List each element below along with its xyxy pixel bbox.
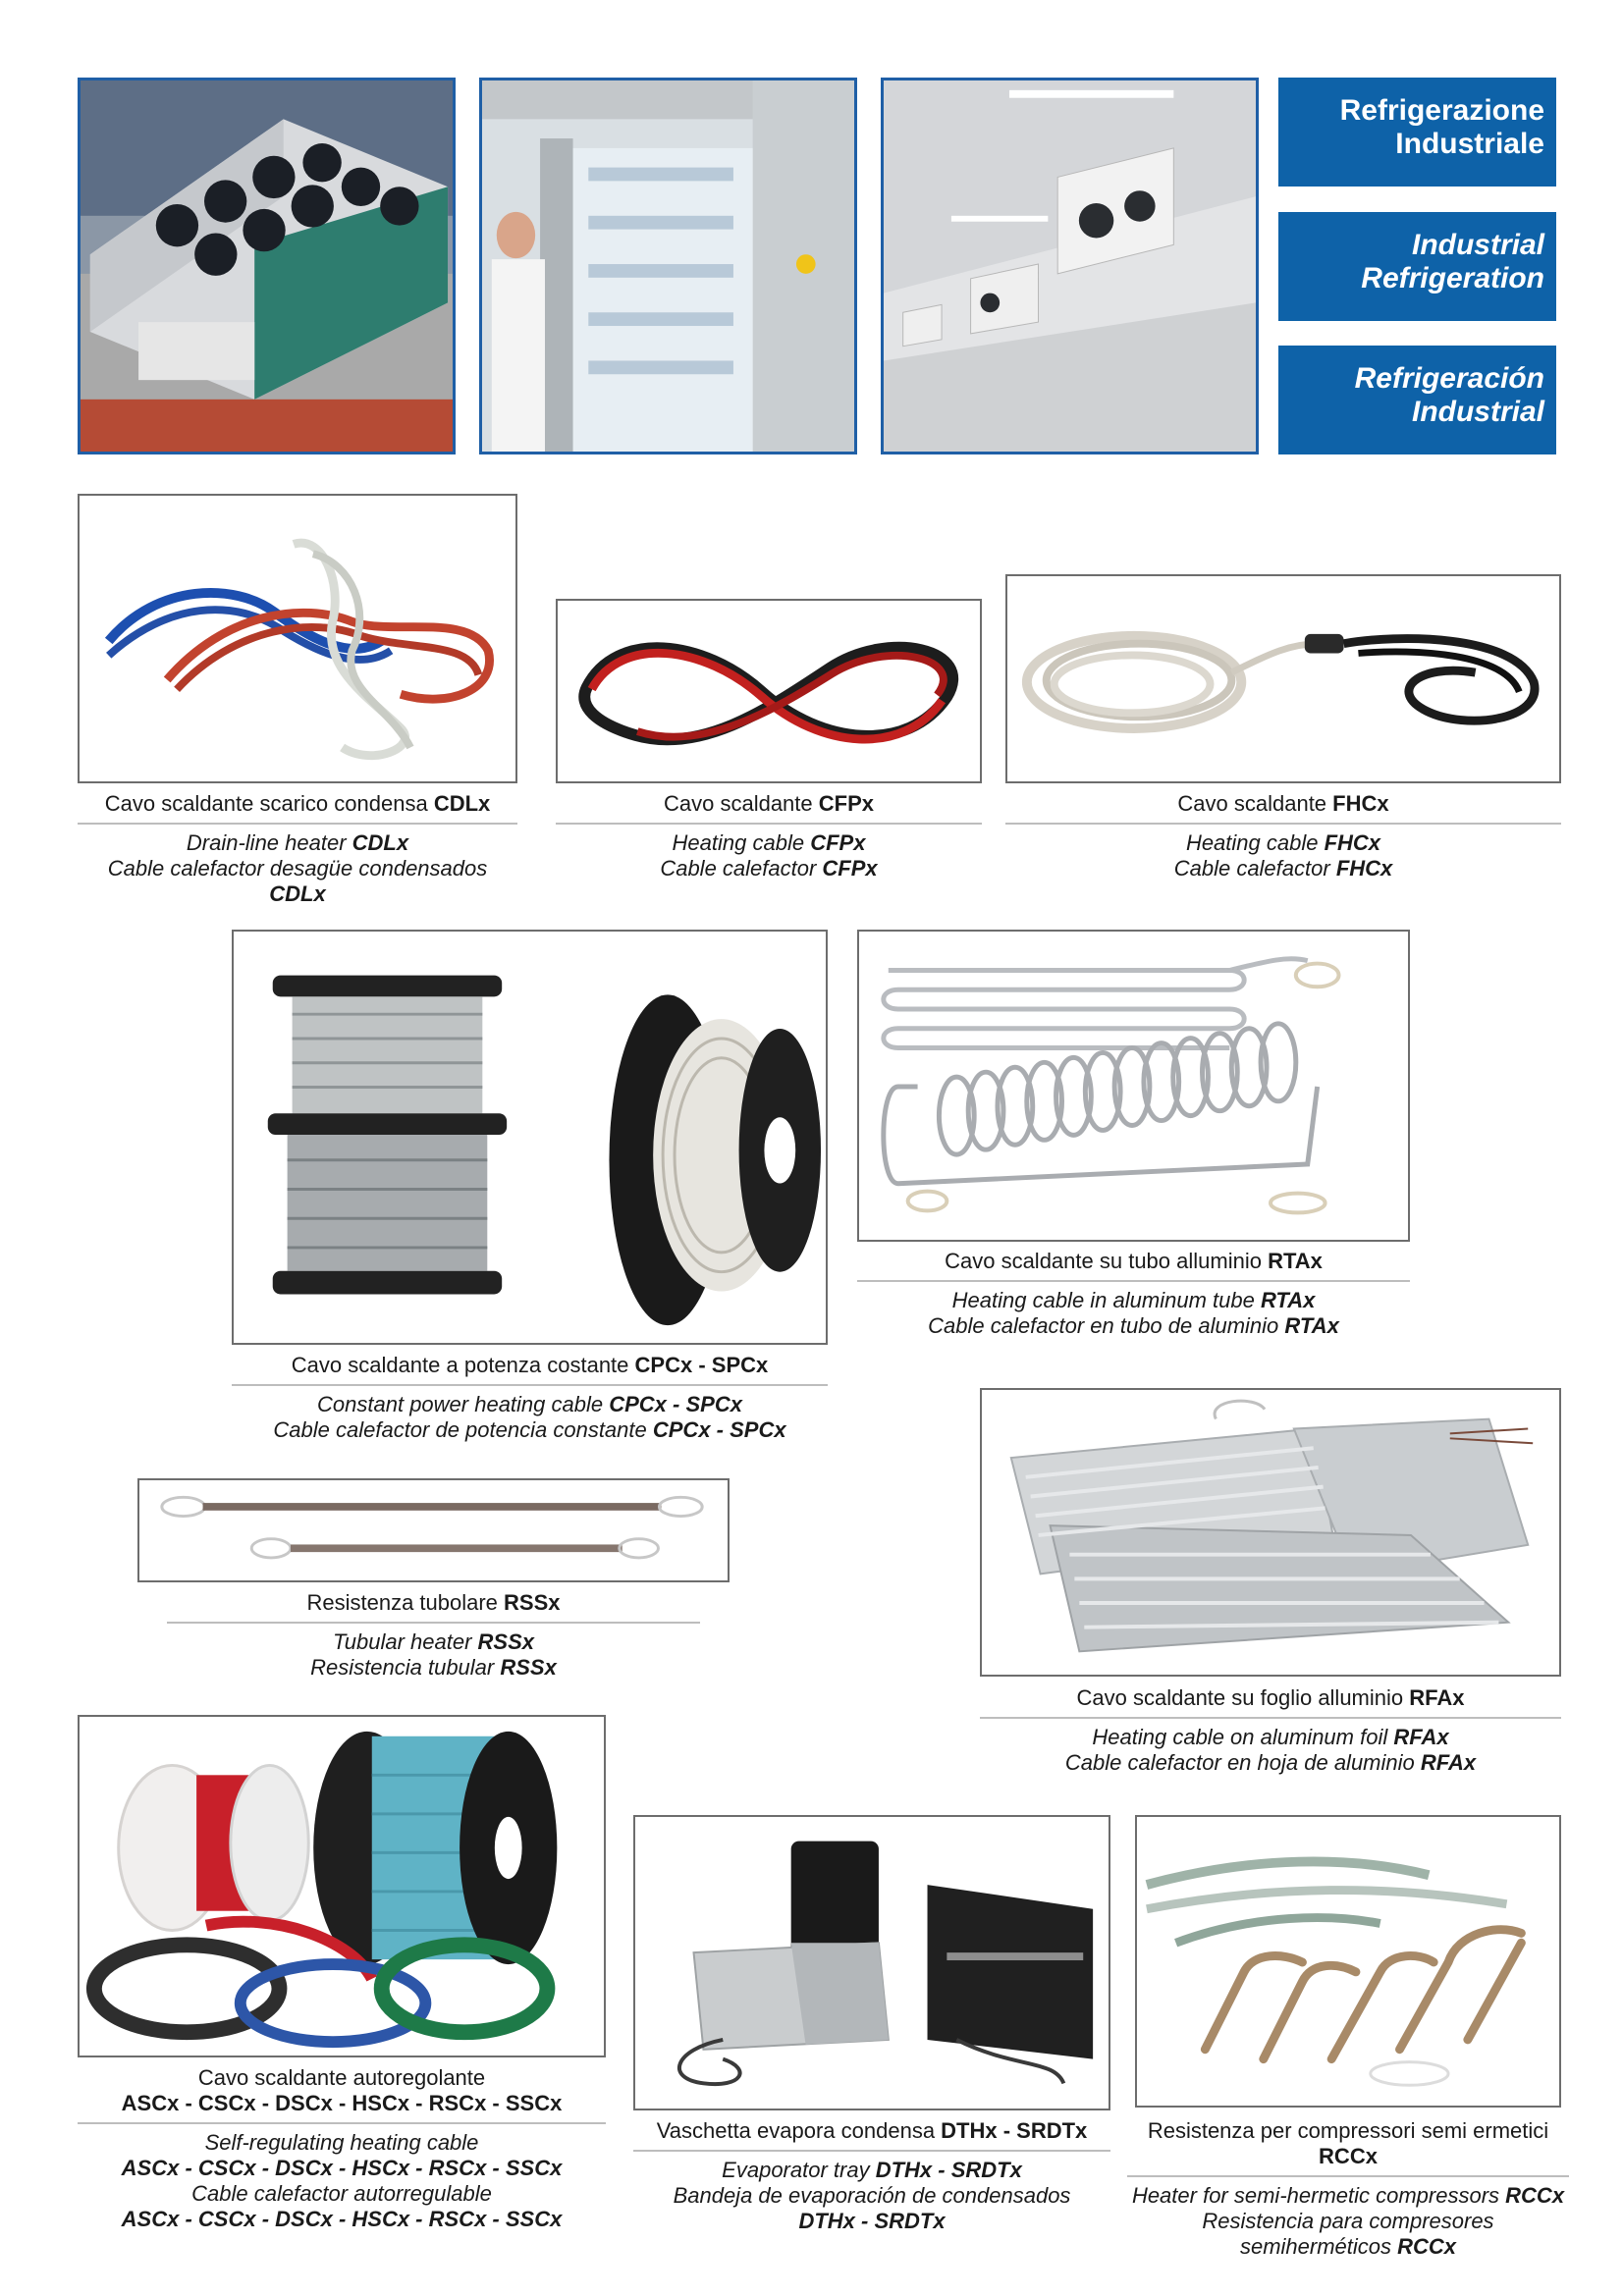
product-photo-fhcx (1005, 574, 1561, 783)
caption-cpcx-spcx-it: Cavo scaldante a potenza costante CPCx - SPCx (232, 1353, 828, 1386)
product-photo-rccx (1135, 1815, 1561, 2108)
caption-self-regulating-es: Cable calefactor autorregulable ASCx - CSCx - DSCx - HSCx - RSCx - SSCx (121, 2181, 563, 2231)
product-photo-rssx (137, 1478, 730, 1582)
caption-rfax-en: Heating cable on aluminum foil RFAx (1092, 1725, 1449, 1749)
caption-self-regulating (78, 2065, 606, 2232)
caption-cdlx (78, 791, 517, 907)
tag-spanish (1278, 346, 1556, 454)
tag-italian-line-2: Industriale (1395, 128, 1544, 160)
caption-evaporator-tray (633, 2118, 1110, 2234)
caption-fhcx-es: Cable calefactor FHCx (1173, 856, 1393, 881)
caption-cpcx-spcx (232, 1353, 828, 1443)
hero-photo-evaporators (881, 78, 1259, 454)
product-photo-cpcx-spcx (232, 930, 828, 1345)
caption-rccx-it: Resistenza per compressori semi ermetici RCCx (1127, 2118, 1569, 2177)
tag-italian (1278, 78, 1556, 187)
caption-cpcx-spcx-en: Constant power heating cable CPCx - SPCx (317, 1392, 742, 1416)
product-photo-cfpx (556, 599, 982, 783)
product-photo-self-regulating (78, 1715, 606, 2057)
caption-self-regulating-en: Self-regulating heating cable ASCx - CSCx - DSCx - HSCx - RSCx - SSCx (121, 2130, 563, 2180)
caption-rssx-en: Tubular heater RSSx (332, 1629, 535, 1654)
tag-english-line-2: Refrigeration (1361, 262, 1544, 294)
product-photo-cdlx (78, 494, 517, 783)
caption-rtax-it: Cavo scaldante su tubo alluminio RTAx (857, 1249, 1410, 1282)
caption-evaporator-tray-en: Evaporator tray DTHx - SRDTx (722, 2158, 1022, 2182)
caption-rccx-en: Heater for semi-hermetic compressors RCCx (1131, 2183, 1565, 2208)
caption-cdlx-en: Drain-line heater CDLx (186, 830, 409, 855)
caption-cfpx-es: Cable calefactor CFPx (660, 856, 878, 881)
caption-rssx (167, 1590, 700, 1681)
caption-rssx-it: Resistenza tubolare RSSx (167, 1590, 700, 1624)
caption-rtax-en: Heating cable in aluminum tube RTAx (951, 1288, 1316, 1312)
caption-fhcx (1005, 791, 1561, 881)
caption-fhcx-it: Cavo scaldante FHCx (1005, 791, 1561, 825)
caption-rtax (857, 1249, 1410, 1339)
caption-rssx-es: Resistencia tubular RSSx (310, 1655, 557, 1680)
hero-photo-chiller (78, 78, 456, 454)
caption-cfpx (556, 791, 982, 881)
caption-rtax-es: Cable calefactor en tubo de aluminio RTAx (928, 1313, 1339, 1338)
caption-rccx (1127, 2118, 1569, 2260)
hero-photo-cold-room-door (479, 78, 857, 454)
caption-rfax (980, 1685, 1561, 1776)
caption-evaporator-tray-es: Bandeja de evaporación de condensados DTHx - SRDTx (673, 2183, 1071, 2233)
caption-evaporator-tray-it: Vaschetta evapora condensa DTHx - SRDTx (633, 2118, 1110, 2152)
tag-english-line-1: Industrial (1411, 229, 1544, 261)
product-photo-evaporator-tray (633, 1815, 1110, 2110)
caption-fhcx-en: Heating cable FHCx (1185, 830, 1381, 855)
caption-cdlx-es: Cable calefactor desagüe condensados CDLx (107, 856, 488, 906)
caption-cfpx-en: Heating cable CFPx (672, 830, 866, 855)
caption-cdlx-it: Cavo scaldante scarico condensa CDLx (78, 791, 517, 825)
tag-spanish-line-1: Refrigeración (1354, 362, 1544, 395)
caption-rfax-es: Cable calefactor en hoja de aluminio RFAx (1064, 1750, 1477, 1775)
caption-rfax-it: Cavo scaldante su foglio alluminio RFAx (980, 1685, 1561, 1719)
caption-self-regulating-it: Cavo scaldante autoregolante ASCx - CSCx - DSCx - HSCx - RSCx - SSCx (78, 2065, 606, 2124)
caption-cfpx-it: Cavo scaldante CFPx (556, 791, 982, 825)
tag-spanish-line-2: Industrial (1411, 396, 1544, 428)
tag-english (1278, 212, 1556, 321)
caption-rccx-es: Resistencia para compresores semiherméticos RCCx (1202, 2209, 1494, 2259)
tag-italian-line-1: Refrigerazione (1339, 94, 1544, 127)
caption-cpcx-spcx-es: Cable calefactor de potencia constante CPCx - SPCx (273, 1417, 786, 1442)
product-photo-rtax (857, 930, 1410, 1242)
product-photo-rfax (980, 1388, 1561, 1677)
